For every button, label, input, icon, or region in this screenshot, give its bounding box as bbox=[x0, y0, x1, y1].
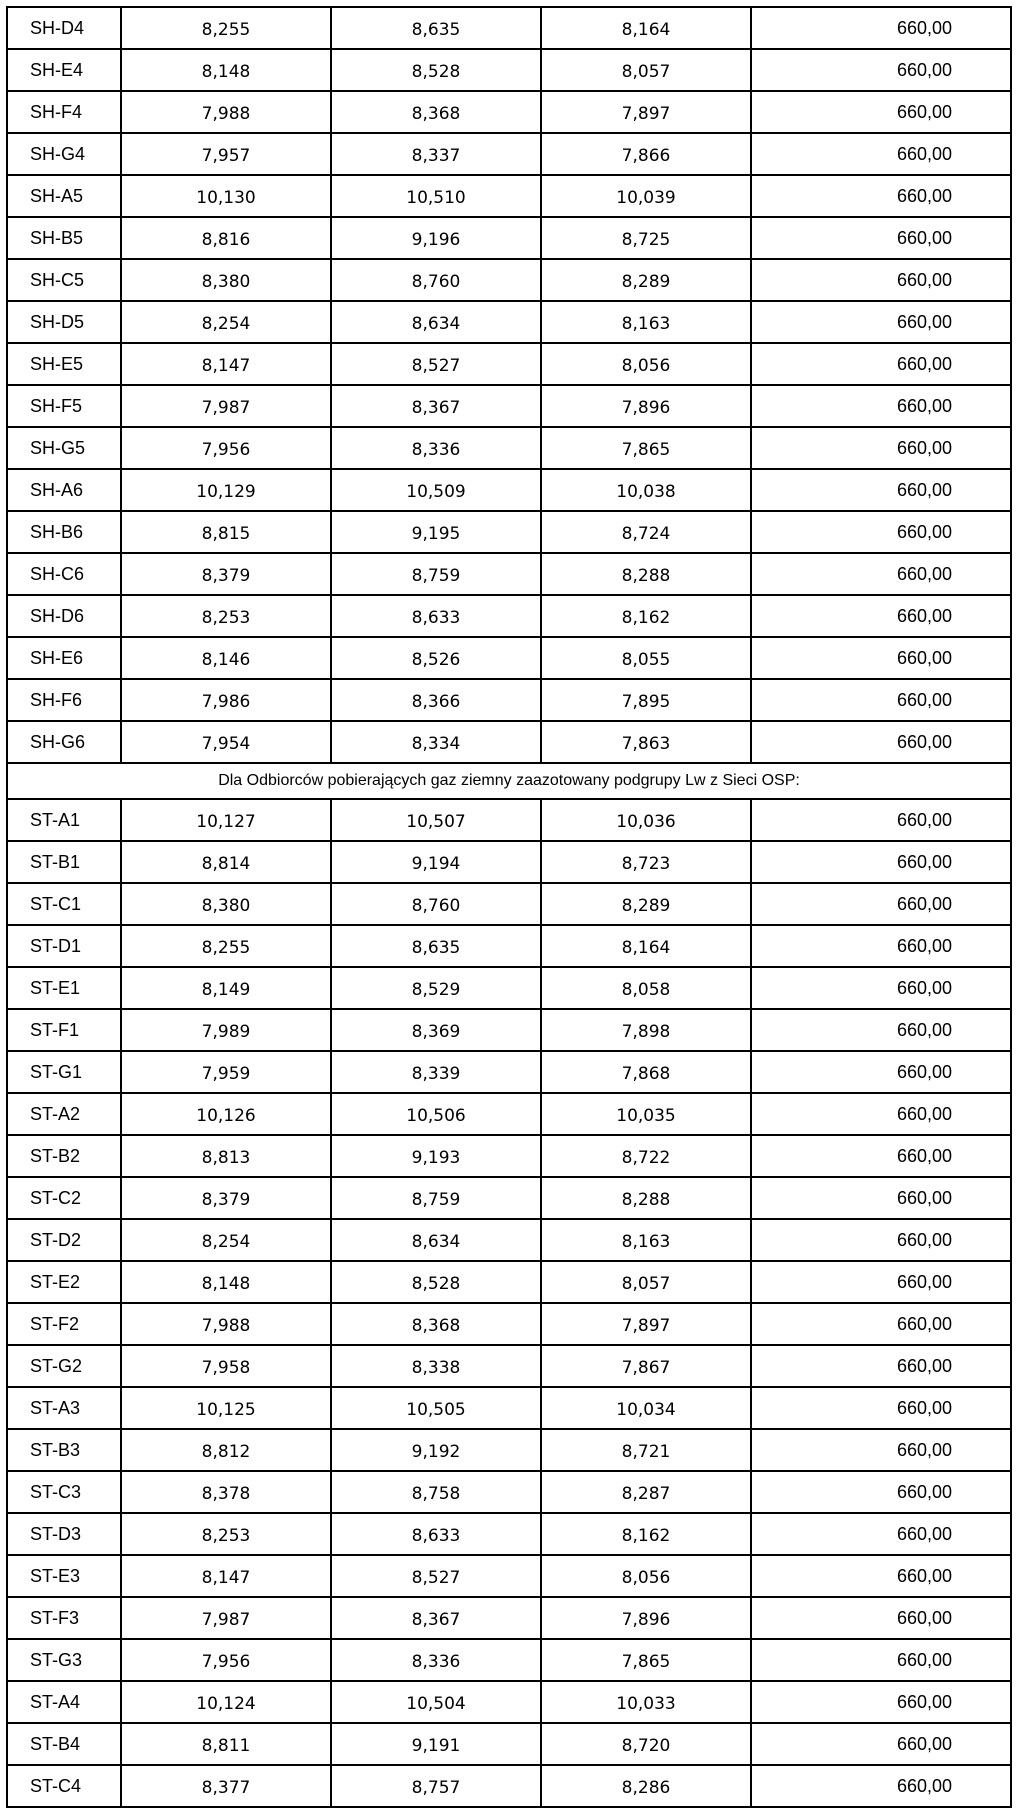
rate-value-3: 8,288 bbox=[541, 553, 751, 595]
tariff-code: ST-B1 bbox=[7, 841, 121, 883]
table-row bbox=[7, 637, 1011, 679]
fee-value: 660,00 bbox=[751, 301, 1011, 343]
rate-value-1: 7,956 bbox=[121, 427, 331, 469]
fee-value: 660,00 bbox=[751, 133, 1011, 175]
fee-value: 660,00 bbox=[751, 841, 1011, 883]
rate-value-1: 7,986 bbox=[121, 679, 331, 721]
rate-value-2: 9,192 bbox=[331, 1429, 541, 1471]
fee-value: 660,00 bbox=[751, 91, 1011, 133]
rate-value-2: 9,195 bbox=[331, 511, 541, 553]
fee-value: 660,00 bbox=[751, 343, 1011, 385]
rate-value-2: 8,759 bbox=[331, 1177, 541, 1219]
rate-value-1: 8,254 bbox=[121, 301, 331, 343]
tariff-code: SH-E6 bbox=[7, 637, 121, 679]
fee-value: 660,00 bbox=[751, 1009, 1011, 1051]
fee-value: 660,00 bbox=[751, 925, 1011, 967]
rate-value-2: 10,504 bbox=[331, 1681, 541, 1723]
rate-value-1: 8,253 bbox=[121, 595, 331, 637]
table-row bbox=[7, 469, 1011, 511]
rate-value-1: 8,255 bbox=[121, 7, 331, 49]
fee-value: 660,00 bbox=[751, 1177, 1011, 1219]
rate-value-1: 8,380 bbox=[121, 259, 331, 301]
rate-value-3: 8,289 bbox=[541, 259, 751, 301]
tariff-code: ST-G3 bbox=[7, 1639, 121, 1681]
table-row bbox=[7, 301, 1011, 343]
rate-value-2: 9,193 bbox=[331, 1135, 541, 1177]
rate-value-3: 7,897 bbox=[541, 1303, 751, 1345]
table-row bbox=[7, 1009, 1011, 1051]
rate-value-3: 10,033 bbox=[541, 1681, 751, 1723]
table-row bbox=[7, 1597, 1011, 1639]
tariff-code: SH-C6 bbox=[7, 553, 121, 595]
tariff-code: SH-D6 bbox=[7, 595, 121, 637]
tariff-code: ST-C3 bbox=[7, 1471, 121, 1513]
rate-value-2: 10,507 bbox=[331, 799, 541, 841]
rate-value-1: 7,957 bbox=[121, 133, 331, 175]
section-heading-group bbox=[7, 763, 1011, 799]
tariff-code: ST-B3 bbox=[7, 1429, 121, 1471]
rate-value-2: 8,527 bbox=[331, 1555, 541, 1597]
rate-value-3: 7,896 bbox=[541, 385, 751, 427]
rate-value-2: 8,336 bbox=[331, 1639, 541, 1681]
table-row bbox=[7, 925, 1011, 967]
tariff-code: SH-D5 bbox=[7, 301, 121, 343]
tariff-code: ST-F3 bbox=[7, 1597, 121, 1639]
fee-value: 660,00 bbox=[751, 511, 1011, 553]
table-row bbox=[7, 1387, 1011, 1429]
tariff-code: ST-G1 bbox=[7, 1051, 121, 1093]
rate-value-1: 7,959 bbox=[121, 1051, 331, 1093]
fee-value: 660,00 bbox=[751, 1723, 1011, 1765]
rate-value-1: 8,147 bbox=[121, 343, 331, 385]
table-row bbox=[7, 259, 1011, 301]
tariff-code: ST-C4 bbox=[7, 1765, 121, 1807]
rate-value-1: 10,129 bbox=[121, 469, 331, 511]
rate-value-1: 8,254 bbox=[121, 1219, 331, 1261]
rate-value-3: 8,057 bbox=[541, 49, 751, 91]
rate-value-2: 10,505 bbox=[331, 1387, 541, 1429]
table-row bbox=[7, 427, 1011, 469]
rate-value-1: 8,814 bbox=[121, 841, 331, 883]
table-row bbox=[7, 511, 1011, 553]
rate-value-1: 8,379 bbox=[121, 1177, 331, 1219]
table-row bbox=[7, 343, 1011, 385]
rate-value-3: 7,866 bbox=[541, 133, 751, 175]
rate-value-3: 7,865 bbox=[541, 1639, 751, 1681]
rate-value-3: 10,038 bbox=[541, 469, 751, 511]
rate-value-2: 8,334 bbox=[331, 721, 541, 763]
fee-value: 660,00 bbox=[751, 175, 1011, 217]
rate-value-1: 8,147 bbox=[121, 1555, 331, 1597]
rate-value-2: 9,194 bbox=[331, 841, 541, 883]
rate-value-3: 8,162 bbox=[541, 1513, 751, 1555]
rate-value-3: 8,724 bbox=[541, 511, 751, 553]
table-row bbox=[7, 1513, 1011, 1555]
rate-value-1: 8,377 bbox=[121, 1765, 331, 1807]
rate-value-1: 10,126 bbox=[121, 1093, 331, 1135]
rate-value-2: 10,509 bbox=[331, 469, 541, 511]
fee-value: 660,00 bbox=[751, 1051, 1011, 1093]
rate-value-1: 8,253 bbox=[121, 1513, 331, 1555]
rate-value-1: 8,255 bbox=[121, 925, 331, 967]
tariff-code: SH-G6 bbox=[7, 721, 121, 763]
tariff-code: SH-G5 bbox=[7, 427, 121, 469]
table-row bbox=[7, 217, 1011, 259]
table-row bbox=[7, 1303, 1011, 1345]
rate-value-3: 8,720 bbox=[541, 1723, 751, 1765]
fee-value: 660,00 bbox=[751, 469, 1011, 511]
rate-value-1: 10,125 bbox=[121, 1387, 331, 1429]
rate-value-3: 8,725 bbox=[541, 217, 751, 259]
tariff-code: SH-C5 bbox=[7, 259, 121, 301]
tariff-code: ST-C2 bbox=[7, 1177, 121, 1219]
fee-value: 660,00 bbox=[751, 1765, 1011, 1807]
tariff-code: ST-D1 bbox=[7, 925, 121, 967]
fee-value: 660,00 bbox=[751, 1681, 1011, 1723]
rate-value-1: 7,958 bbox=[121, 1345, 331, 1387]
fee-value: 660,00 bbox=[751, 1513, 1011, 1555]
table-row bbox=[7, 385, 1011, 427]
rate-value-1: 7,987 bbox=[121, 385, 331, 427]
table-row bbox=[7, 883, 1011, 925]
rate-value-2: 8,528 bbox=[331, 49, 541, 91]
fee-value: 660,00 bbox=[751, 385, 1011, 427]
rate-value-2: 8,337 bbox=[331, 133, 541, 175]
table-row bbox=[7, 1219, 1011, 1261]
tariff-code: ST-F1 bbox=[7, 1009, 121, 1051]
rate-value-3: 8,057 bbox=[541, 1261, 751, 1303]
fee-value: 660,00 bbox=[751, 1093, 1011, 1135]
tariff-code: ST-B4 bbox=[7, 1723, 121, 1765]
rate-value-3: 10,036 bbox=[541, 799, 751, 841]
rate-value-1: 7,954 bbox=[121, 721, 331, 763]
fee-value: 660,00 bbox=[751, 1261, 1011, 1303]
tariff-code: ST-E2 bbox=[7, 1261, 121, 1303]
rate-value-3: 8,723 bbox=[541, 841, 751, 883]
rate-value-1: 7,988 bbox=[121, 91, 331, 133]
rate-value-3: 7,895 bbox=[541, 679, 751, 721]
fee-value: 660,00 bbox=[751, 1303, 1011, 1345]
rate-value-2: 8,635 bbox=[331, 7, 541, 49]
tariff-code: ST-D3 bbox=[7, 1513, 121, 1555]
table-row bbox=[7, 1177, 1011, 1219]
tariff-code: SH-F5 bbox=[7, 385, 121, 427]
rate-value-3: 8,163 bbox=[541, 1219, 751, 1261]
tariff-code: SH-B5 bbox=[7, 217, 121, 259]
rate-value-3: 7,867 bbox=[541, 1345, 751, 1387]
fee-value: 660,00 bbox=[751, 883, 1011, 925]
table-row bbox=[7, 1723, 1011, 1765]
rate-value-2: 8,529 bbox=[331, 967, 541, 1009]
tariff-code: ST-A4 bbox=[7, 1681, 121, 1723]
rate-value-1: 7,988 bbox=[121, 1303, 331, 1345]
rate-value-2: 8,528 bbox=[331, 1261, 541, 1303]
tariff-code: ST-E3 bbox=[7, 1555, 121, 1597]
rate-value-2: 8,368 bbox=[331, 1303, 541, 1345]
tariff-code: ST-E1 bbox=[7, 967, 121, 1009]
rate-value-1: 8,378 bbox=[121, 1471, 331, 1513]
rate-value-2: 8,634 bbox=[331, 1219, 541, 1261]
rate-value-2: 8,336 bbox=[331, 427, 541, 469]
tariff-code: SH-B6 bbox=[7, 511, 121, 553]
rate-value-2: 8,759 bbox=[331, 553, 541, 595]
table-row bbox=[7, 1765, 1011, 1807]
table-row bbox=[7, 721, 1011, 763]
rate-value-1: 8,812 bbox=[121, 1429, 331, 1471]
tariff-code: ST-A2 bbox=[7, 1093, 121, 1135]
table-row bbox=[7, 91, 1011, 133]
tariff-code: ST-A3 bbox=[7, 1387, 121, 1429]
tariff-code: ST-A1 bbox=[7, 799, 121, 841]
tariff-group-sh bbox=[7, 7, 1011, 763]
table-row bbox=[7, 1093, 1011, 1135]
rate-value-3: 7,865 bbox=[541, 427, 751, 469]
table-row bbox=[7, 1429, 1011, 1471]
rate-value-2: 8,367 bbox=[331, 385, 541, 427]
rate-value-3: 7,863 bbox=[541, 721, 751, 763]
table-row bbox=[7, 553, 1011, 595]
rate-value-3: 8,722 bbox=[541, 1135, 751, 1177]
table-row bbox=[7, 1639, 1011, 1681]
fee-value: 660,00 bbox=[751, 217, 1011, 259]
rate-value-2: 8,368 bbox=[331, 91, 541, 133]
tariff-code: ST-C1 bbox=[7, 883, 121, 925]
table-row bbox=[7, 49, 1011, 91]
rate-value-3: 10,039 bbox=[541, 175, 751, 217]
rate-value-2: 8,339 bbox=[331, 1051, 541, 1093]
rate-value-3: 8,055 bbox=[541, 637, 751, 679]
tariff-code: SH-F6 bbox=[7, 679, 121, 721]
tariff-code: SH-D4 bbox=[7, 7, 121, 49]
fee-value: 660,00 bbox=[751, 679, 1011, 721]
table-row bbox=[7, 1681, 1011, 1723]
rate-value-1: 10,130 bbox=[121, 175, 331, 217]
tariff-table bbox=[6, 6, 1012, 1808]
fee-value: 660,00 bbox=[751, 1597, 1011, 1639]
rate-value-2: 9,196 bbox=[331, 217, 541, 259]
table-row bbox=[7, 841, 1011, 883]
rate-value-2: 8,526 bbox=[331, 637, 541, 679]
rate-value-3: 8,288 bbox=[541, 1177, 751, 1219]
table-row bbox=[7, 1135, 1011, 1177]
fee-value: 660,00 bbox=[751, 553, 1011, 595]
rate-value-3: 8,289 bbox=[541, 883, 751, 925]
fee-value: 660,00 bbox=[751, 1219, 1011, 1261]
tariff-code: SH-A5 bbox=[7, 175, 121, 217]
section-heading: Dla Odbiorców pobierających gaz ziemny zaazotowany podgrupy Lw z Sieci OSP: bbox=[7, 763, 1011, 799]
rate-value-3: 7,898 bbox=[541, 1009, 751, 1051]
fee-value: 660,00 bbox=[751, 1429, 1011, 1471]
rate-value-1: 7,987 bbox=[121, 1597, 331, 1639]
rate-value-1: 8,148 bbox=[121, 49, 331, 91]
table-row bbox=[7, 175, 1011, 217]
rate-value-1: 8,815 bbox=[121, 511, 331, 553]
rate-value-1: 8,813 bbox=[121, 1135, 331, 1177]
tariff-code: ST-F2 bbox=[7, 1303, 121, 1345]
tariff-code: SH-E4 bbox=[7, 49, 121, 91]
rate-value-3: 7,896 bbox=[541, 1597, 751, 1639]
table-row bbox=[7, 1471, 1011, 1513]
rate-value-1: 10,124 bbox=[121, 1681, 331, 1723]
rate-value-2: 10,510 bbox=[331, 175, 541, 217]
rate-value-2: 8,635 bbox=[331, 925, 541, 967]
fee-value: 660,00 bbox=[751, 595, 1011, 637]
table-row bbox=[7, 1555, 1011, 1597]
table-row bbox=[7, 799, 1011, 841]
table-row bbox=[7, 133, 1011, 175]
rate-value-3: 8,164 bbox=[541, 7, 751, 49]
fee-value: 660,00 bbox=[751, 1639, 1011, 1681]
fee-value: 660,00 bbox=[751, 427, 1011, 469]
rate-value-2: 8,338 bbox=[331, 1345, 541, 1387]
fee-value: 660,00 bbox=[751, 1471, 1011, 1513]
rate-value-3: 8,056 bbox=[541, 1555, 751, 1597]
rate-value-3: 7,897 bbox=[541, 91, 751, 133]
tariff-code: SH-G4 bbox=[7, 133, 121, 175]
rate-value-3: 10,035 bbox=[541, 1093, 751, 1135]
rate-value-1: 8,816 bbox=[121, 217, 331, 259]
tariff-code: SH-A6 bbox=[7, 469, 121, 511]
rate-value-2: 8,760 bbox=[331, 883, 541, 925]
rate-value-2: 9,191 bbox=[331, 1723, 541, 1765]
rate-value-2: 8,760 bbox=[331, 259, 541, 301]
rate-value-1: 8,148 bbox=[121, 1261, 331, 1303]
tariff-code: SH-E5 bbox=[7, 343, 121, 385]
table-row bbox=[7, 679, 1011, 721]
table-row bbox=[7, 1261, 1011, 1303]
rate-value-2: 8,634 bbox=[331, 301, 541, 343]
rate-value-3: 8,286 bbox=[541, 1765, 751, 1807]
rate-value-3: 8,721 bbox=[541, 1429, 751, 1471]
rate-value-1: 8,146 bbox=[121, 637, 331, 679]
fee-value: 660,00 bbox=[751, 721, 1011, 763]
fee-value: 660,00 bbox=[751, 49, 1011, 91]
tariff-group-st bbox=[7, 799, 1011, 1807]
rate-value-2: 8,367 bbox=[331, 1597, 541, 1639]
rate-value-3: 8,058 bbox=[541, 967, 751, 1009]
fee-value: 660,00 bbox=[751, 259, 1011, 301]
fee-value: 660,00 bbox=[751, 799, 1011, 841]
rate-value-2: 8,757 bbox=[331, 1765, 541, 1807]
rate-value-1: 8,811 bbox=[121, 1723, 331, 1765]
tariff-code: ST-B2 bbox=[7, 1135, 121, 1177]
tariff-code: ST-D2 bbox=[7, 1219, 121, 1261]
table-row bbox=[7, 967, 1011, 1009]
table-row bbox=[7, 595, 1011, 637]
fee-value: 660,00 bbox=[751, 7, 1011, 49]
rate-value-2: 8,369 bbox=[331, 1009, 541, 1051]
rate-value-2: 8,758 bbox=[331, 1471, 541, 1513]
table-row bbox=[7, 1051, 1011, 1093]
rate-value-2: 8,366 bbox=[331, 679, 541, 721]
rate-value-2: 8,633 bbox=[331, 1513, 541, 1555]
rate-value-3: 8,164 bbox=[541, 925, 751, 967]
rate-value-3: 7,868 bbox=[541, 1051, 751, 1093]
fee-value: 660,00 bbox=[751, 967, 1011, 1009]
rate-value-1: 8,379 bbox=[121, 553, 331, 595]
fee-value: 660,00 bbox=[751, 1345, 1011, 1387]
rate-value-1: 8,149 bbox=[121, 967, 331, 1009]
fee-value: 660,00 bbox=[751, 637, 1011, 679]
rate-value-1: 7,989 bbox=[121, 1009, 331, 1051]
rate-value-3: 8,056 bbox=[541, 343, 751, 385]
fee-value: 660,00 bbox=[751, 1135, 1011, 1177]
rate-value-3: 8,162 bbox=[541, 595, 751, 637]
table-row bbox=[7, 7, 1011, 49]
table-row bbox=[7, 1345, 1011, 1387]
rate-value-3: 8,287 bbox=[541, 1471, 751, 1513]
fee-value: 660,00 bbox=[751, 1387, 1011, 1429]
rate-value-1: 8,380 bbox=[121, 883, 331, 925]
rate-value-3: 10,034 bbox=[541, 1387, 751, 1429]
tariff-code: ST-G2 bbox=[7, 1345, 121, 1387]
section-heading-row bbox=[7, 763, 1011, 799]
tariff-code: SH-F4 bbox=[7, 91, 121, 133]
rate-value-2: 8,633 bbox=[331, 595, 541, 637]
rate-value-3: 8,163 bbox=[541, 301, 751, 343]
rate-value-2: 8,527 bbox=[331, 343, 541, 385]
rate-value-1: 10,127 bbox=[121, 799, 331, 841]
fee-value: 660,00 bbox=[751, 1555, 1011, 1597]
rate-value-1: 7,956 bbox=[121, 1639, 331, 1681]
rate-value-2: 10,506 bbox=[331, 1093, 541, 1135]
